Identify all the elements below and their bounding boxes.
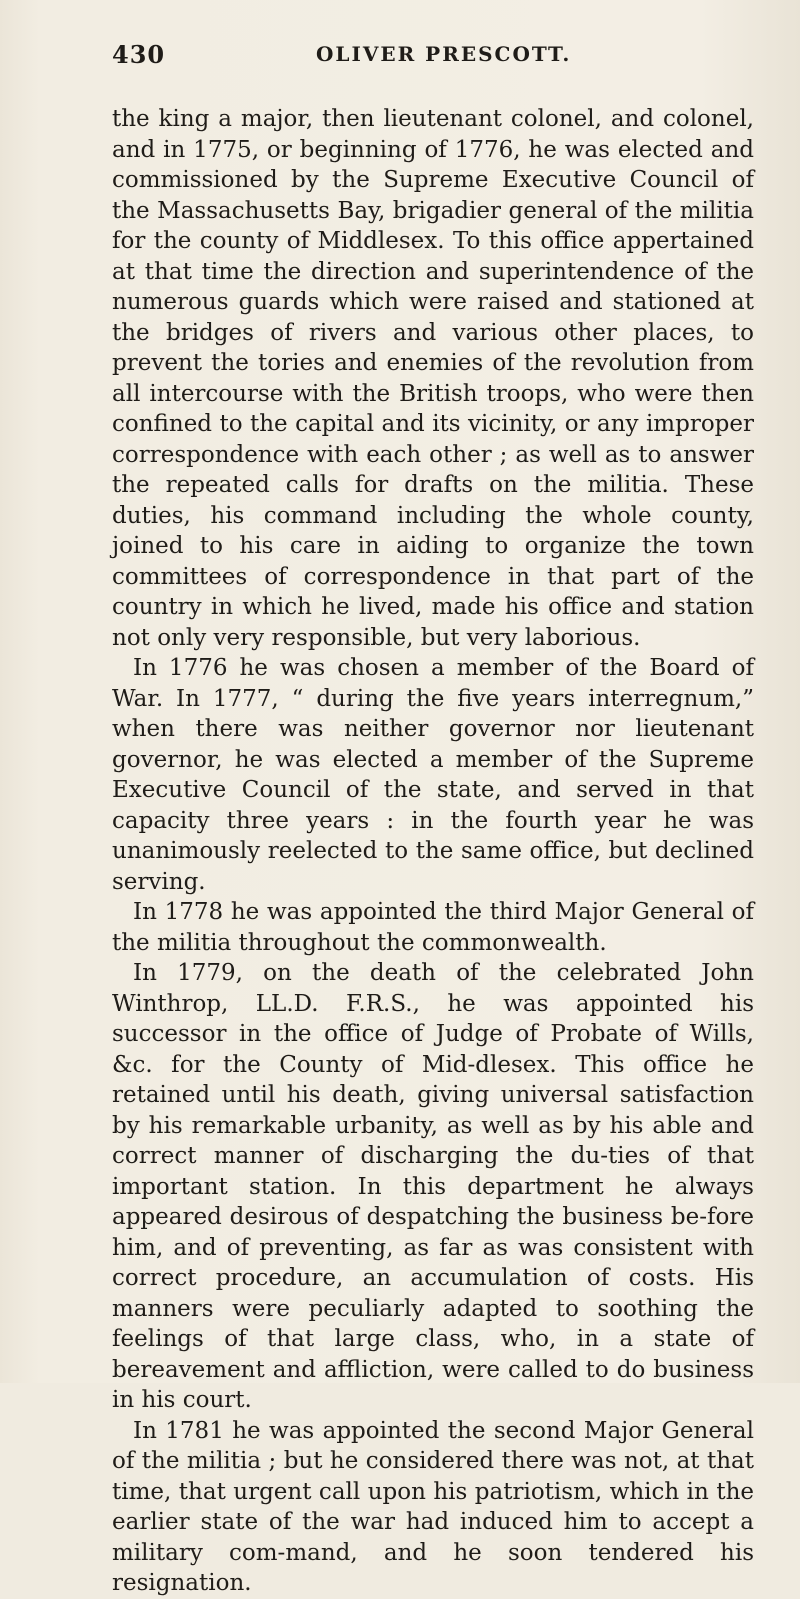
paragraph: In 1776 he was chosen a member of the Board of War. In 1777, “ during the five years interregnum,” when there was neither governor nor lieutenant governor, he was elected a member of the Supreme Executive Council of the state, and served in that capacity three years : in the fourth year he was unanimously reelected to the same office, but declined serving. xyxy=(112,655,754,895)
paragraph: In 1781 he was appointed the second Major General of the militia ; but he considered there was not, at that time, that urgent call upon his patriotism, which in the earlier state of the war had induced him to accept a military com-mand, and he soon tendered his resignation. xyxy=(112,1417,754,1596)
paragraph: In 1779, on the death of the celebrated John Winthrop, LL.D. F.R.S., he was appointed his successor in the office of Judge of Probate of Wills, &c. for the County of Mid-dlesex. This office he retained until his death, giving universal satisfaction by his remarkable urbanity, as well as by his able and correct manner of discharging the du-ties of that important station. In this department he always appeared desirous of despatching the business be-fore him, and of preventing, as far as was consistent with correct procedure, an accumulation of costs. His manners were peculiarly adapted to soothing the feelings of that large class, who, in a state of bereavement and affliction, were called to do business in his court. xyxy=(112,960,754,1413)
page-number: 430 xyxy=(112,40,166,69)
paragraph: the king a major, then lieutenant colonel, and colonel, and in 1775, or beginning of 1776, he was elected and commissioned by the Supreme Executive Council of the Massachusetts Bay, brigadier general of the militia for the county of Middlesex. To this office appertained at that time the direction and superintendence of the numerous guards which were raised and stationed at the bridges of rivers and various other places, to prevent the tories and enemies of the revolution from all intercourse with the British troops, who were then confined to the capital and its vicinity, or any improper correspondence with each other ; as well as to answer the repeated calls for drafts on the militia. These duties, his command including the whole county, joined to his care in aiding to organize the town committees of correspondence in that part of the country in which he lived, made his office and station not only very responsible, but very laborious. xyxy=(112,106,754,651)
paragraph: In 1778 he was appointed the third Major General of the militia throughout the commonwealth. xyxy=(112,899,754,956)
body-text xyxy=(112,104,754,1599)
page-header xyxy=(112,40,754,80)
running-head: OLIVER PRESCOTT. xyxy=(316,42,572,66)
